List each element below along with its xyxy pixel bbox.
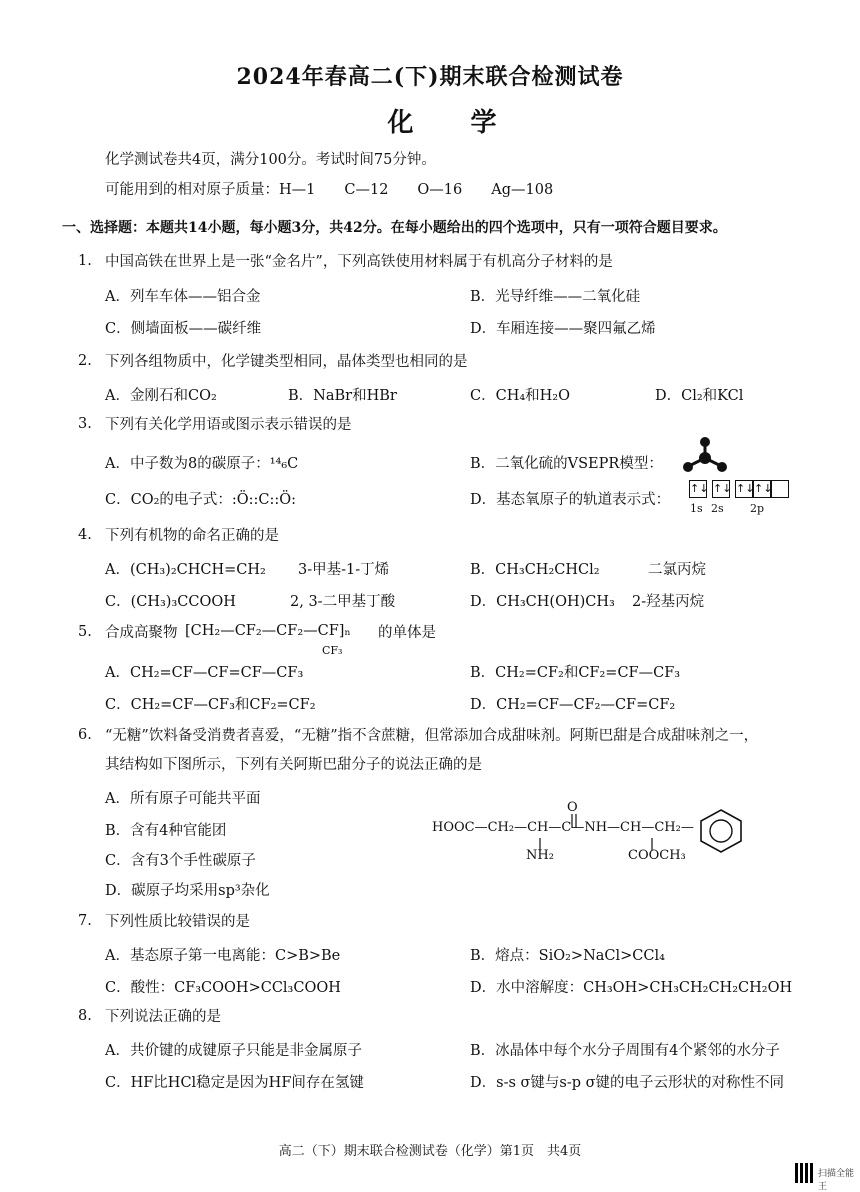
orbital-label-2p: 2p: [750, 502, 765, 515]
orbital-box: ↑↓: [689, 480, 707, 498]
option-b-name: 二氯丙烷: [648, 562, 706, 578]
page-footer: 高二（下）期末联合检测试卷（化学）第1页 共4页: [278, 1144, 582, 1159]
orbital-box: ↑↓: [735, 480, 753, 498]
question-number: 4.: [78, 527, 92, 543]
section-heading: 一、选择题：本题共14小题，每小题3分，共42分。在每小题给出的四个选项中，只有一项符合题目要求。: [62, 220, 727, 236]
polymer-substituent: CF₃: [322, 644, 343, 657]
question-stem-continued: 其结构如下图所示，下列有关阿斯巴甜分子的说法正确的是: [105, 757, 482, 773]
option-a: A．所有原子可能共平面: [105, 791, 261, 807]
option-d: D．Cl₂和KCl: [655, 388, 744, 404]
orbital-label-1s: 1s: [690, 502, 703, 515]
option-d: D．碳原子均采用sp³杂化: [105, 883, 270, 899]
question-stem: “无糖”饮料备受消费者喜爱，“无糖”指不含蔗糖，但常添加合成甜味剂。阿斯巴甜是合成甜味剂之一，: [105, 728, 759, 744]
option-c: C．酸性：CF₃COOH>CCl₃COOH: [105, 980, 341, 996]
orbital-diagram: [689, 480, 792, 498]
option-d: D．CH₂=CF—CF₂—CF=CF₂: [470, 697, 676, 713]
question-stem: 下列性质比较错误的是: [105, 914, 250, 930]
question-number: 3.: [78, 416, 92, 432]
aspartame-structure: HOOC—CH₂—CH—C—NH—CH—CH₂—: [432, 820, 694, 835]
orbital-box: ↑↓: [712, 480, 730, 498]
option-d: D．车厢连接——聚四氟乙烯: [470, 321, 656, 337]
option-a: A．金刚石和CO₂: [105, 388, 217, 404]
benzene-ring-icon: [697, 808, 745, 854]
option-b: B．二氧化硫的VSEPR模型：: [470, 456, 663, 472]
carbonyl-oxygen: O: [567, 800, 578, 815]
option-c: C．CO₂的电子式：:Ö::C::Ö:: [105, 492, 297, 508]
option-d: D．基态氧原子的轨道表示式：: [470, 492, 671, 508]
question-number: 6.: [78, 727, 92, 743]
option-a: A．(CH₃)₂CHCH=CH₂: [105, 562, 266, 578]
option-a: A．列车车体——铝合金: [105, 289, 261, 305]
vsepr-model-diagram: [680, 434, 730, 476]
option-c: C．(CH₃)₃CCOOH: [105, 594, 236, 610]
ester-group: COOCH₃: [628, 848, 686, 863]
question-number: 7.: [78, 913, 92, 929]
option-a: A．中子数为8的碳原子：¹⁴₆C: [105, 456, 299, 472]
amino-group: NH₂: [526, 848, 554, 863]
orbital-label-2s: 2s: [711, 502, 724, 515]
question-number: 2.: [78, 353, 92, 369]
question-stem: 下列各组物质中，化学键类型相同，晶体类型也相同的是: [105, 354, 468, 370]
orbital-box: ↑↓: [753, 480, 771, 498]
option-c: C．含有3个手性碳原子: [105, 853, 256, 869]
polymer-formula: [CH₂—CF₂—CF₂—CF]ₙ: [185, 623, 351, 639]
option-c-name: 2, 3-二甲基丁酸: [290, 594, 396, 610]
question-number: 5.: [78, 624, 92, 640]
option-a: A．基态原子第一电离能：C>B>Be: [105, 948, 341, 964]
question-stem: 中国高铁在世界上是一张“金名片”，下列高铁使用材料属于有机高分子材料的是: [105, 254, 613, 270]
question-stem: 下列有关化学用语或图示表示错误的是: [105, 417, 352, 433]
option-d: D．水中溶解度：CH₃OH>CH₃CH₂CH₂CH₂OH: [470, 980, 793, 996]
option-d: D．CH₃CH(OH)CH₃: [470, 594, 615, 610]
question-stem: 合成高聚物: [105, 625, 178, 641]
question-number: 1.: [78, 253, 92, 269]
option-b: B．冰晶体中每个水分子周围有4个紧邻的水分子: [470, 1043, 780, 1059]
qr-code-icon: [795, 1163, 815, 1183]
scanner-watermark: 扫描全能王: [818, 1169, 855, 1192]
option-b: B．CH₂=CF₂和CF₂=CF—CF₃: [470, 665, 681, 681]
question-stem: 下列有机物的命名正确的是: [105, 528, 279, 544]
option-d: D．s-s σ键与s-p σ键的电子云形状的对称性不同: [470, 1075, 785, 1091]
question-number: 8.: [78, 1008, 92, 1024]
option-a: A．CH₂=CF—CF=CF—CF₃: [105, 665, 304, 681]
option-b: B．含有4种官能团: [105, 823, 227, 839]
subject-title: 化 学: [387, 108, 521, 138]
option-b: B．光导纤维——二氧化硅: [470, 289, 641, 305]
exam-title: 2024年春高二(下)期末联合检测试卷: [236, 64, 624, 90]
option-a-name: 3-甲基-1-丁烯: [298, 562, 390, 578]
option-b: B．CH₃CH₂CHCl₂: [470, 562, 600, 578]
option-d-name: 2-羟基丙烷: [632, 594, 705, 610]
option-c: C．CH₂=CF—CF₃和CF₂=CF₂: [105, 697, 316, 713]
exam-intro: 化学测试卷共4页，满分100分。考试时间75分钟。: [105, 152, 436, 168]
option-b: B．NaBr和HBr: [288, 388, 397, 404]
option-a: A．共价键的成键原子只能是非金属原子: [105, 1043, 362, 1059]
orbital-box: [771, 480, 789, 498]
option-c: C．HF比HCl稳定是因为HF间存在氢键: [105, 1075, 364, 1091]
option-c: C．侧墙面板——碳纤维: [105, 321, 262, 337]
option-c: C．CH₄和H₂O: [470, 388, 570, 404]
atomic-masses: 可能用到的相对原子质量：H—1 C—12 O—16 Ag—108: [105, 182, 554, 198]
question-stem: 的单体是: [378, 625, 436, 641]
question-stem: 下列说法正确的是: [105, 1009, 221, 1025]
option-b: B．熔点：SiO₂>NaCl>CCl₄: [470, 948, 665, 964]
